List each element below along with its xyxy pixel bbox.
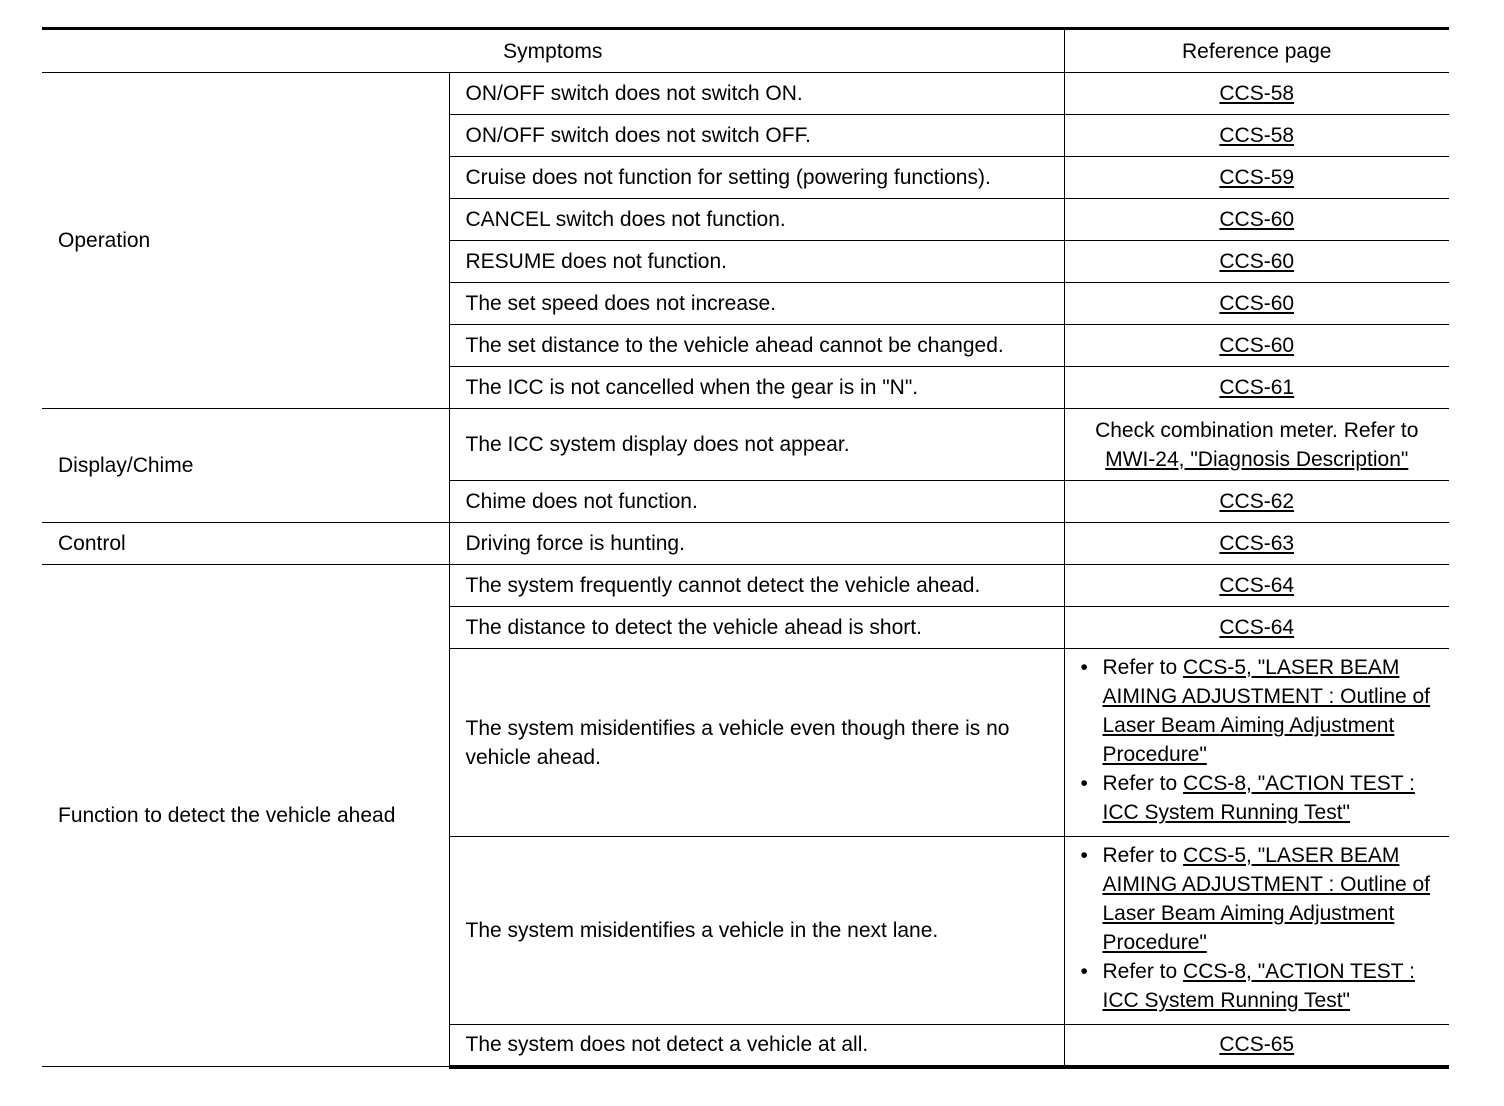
table-row	[42, 73, 1449, 115]
symptom-cell: ON/OFF switch does not switch ON.	[449, 73, 1064, 115]
header-reference: Reference page	[1064, 29, 1449, 73]
ref-link[interactable]: MWI-24, "Diagnosis Description"	[1105, 447, 1409, 471]
table-row	[42, 523, 1449, 565]
ref-link[interactable]: CCS-62	[1219, 490, 1295, 513]
symptom-table	[42, 27, 1449, 1069]
symptom-cell: Driving force is hunting.	[449, 523, 1064, 565]
list-item	[1081, 841, 1446, 957]
ref-link[interactable]: CCS-65	[1219, 1033, 1295, 1057]
ref-link[interactable]: CCS-64	[1219, 574, 1295, 597]
category-detect-vehicle: Function to detect the vehicle ahead	[42, 565, 449, 1067]
symptom-cell: The set distance to the vehicle ahead cannot be changed.	[449, 325, 1064, 367]
ref-link[interactable]: CCS-61	[1219, 376, 1295, 399]
symptom-cell: RESUME does not function.	[449, 241, 1064, 283]
table-row	[42, 409, 1449, 481]
ref-link[interactable]: CCS-60	[1219, 334, 1295, 357]
list-item	[1081, 957, 1446, 1015]
symptom-cell: Chime does not function.	[449, 481, 1064, 523]
list-item	[1081, 653, 1446, 769]
ref-link[interactable]: CCS-8, "ACTION TEST : ICC System Running Test"	[1102, 960, 1415, 1012]
ref-list	[1081, 653, 1446, 827]
symptom-cell: CANCEL switch does not function.	[449, 199, 1064, 241]
refer-prefix: Refer to	[1102, 772, 1178, 795]
symptom-cell: The system misidentifies a vehicle in the next lane.	[449, 837, 1064, 1025]
ref-list	[1081, 841, 1446, 1015]
category-display-chime: Display/Chime	[42, 409, 449, 523]
refer-prefix: Refer to	[1102, 656, 1178, 679]
symptom-cell: The system frequently cannot detect the vehicle ahead.	[449, 565, 1064, 607]
category-control: Control	[42, 523, 449, 565]
ref-link[interactable]: CCS-58	[1219, 82, 1295, 105]
ref-link[interactable]: CCS-63	[1219, 532, 1295, 555]
ref-link[interactable]: CCS-64	[1219, 616, 1295, 639]
table-row	[42, 565, 1449, 607]
symptom-cell: ON/OFF switch does not switch OFF.	[449, 115, 1064, 157]
ref-link[interactable]: CCS-60	[1219, 208, 1295, 231]
refer-prefix: Refer to	[1102, 960, 1178, 983]
ref-link[interactable]: CCS-5, "LASER BEAM AIMING ADJUSTMENT : Outline of Laser Beam Aiming Adjustment Procedure"	[1102, 656, 1431, 766]
bullet-icon: •	[1080, 772, 1088, 795]
ref-link[interactable]: CCS-60	[1219, 250, 1295, 273]
ref-link[interactable]: CCS-8, "ACTION TEST : ICC System Running Test"	[1102, 772, 1415, 824]
list-item	[1081, 769, 1446, 827]
symptom-cell: The distance to detect the vehicle ahead is short.	[449, 607, 1064, 649]
symptom-cell: The system misidentifies a vehicle even though there is no vehicle ahead.	[449, 649, 1064, 837]
symptom-cell: The ICC system display does not appear.	[449, 409, 1064, 481]
refer-prefix: Refer to	[1102, 844, 1178, 867]
ref-link[interactable]: CCS-60	[1219, 292, 1295, 315]
header-row	[42, 29, 1449, 73]
symptom-cell: Cruise does not function for setting (powering functions).	[449, 157, 1064, 199]
bullet-icon: •	[1080, 844, 1088, 867]
symptom-cell: The ICC is not cancelled when the gear is in "N".	[449, 367, 1064, 409]
ref-link[interactable]: CCS-59	[1219, 166, 1295, 189]
ref-link[interactable]: CCS-5, "LASER BEAM AIMING ADJUSTMENT : Outline of Laser Beam Aiming Adjustment Procedure"	[1102, 844, 1431, 954]
header-symptoms: Symptoms	[42, 29, 1064, 73]
bullet-icon: •	[1080, 960, 1088, 983]
bullet-icon: •	[1080, 656, 1088, 679]
ref-link[interactable]: CCS-58	[1219, 124, 1295, 147]
category-operation: Operation	[42, 73, 449, 409]
symptom-cell: The system does not detect a vehicle at all.	[449, 1025, 1064, 1067]
symptom-cell: The set speed does not increase.	[449, 283, 1064, 325]
ref-note: Check combination meter. Refer to	[1095, 418, 1419, 442]
